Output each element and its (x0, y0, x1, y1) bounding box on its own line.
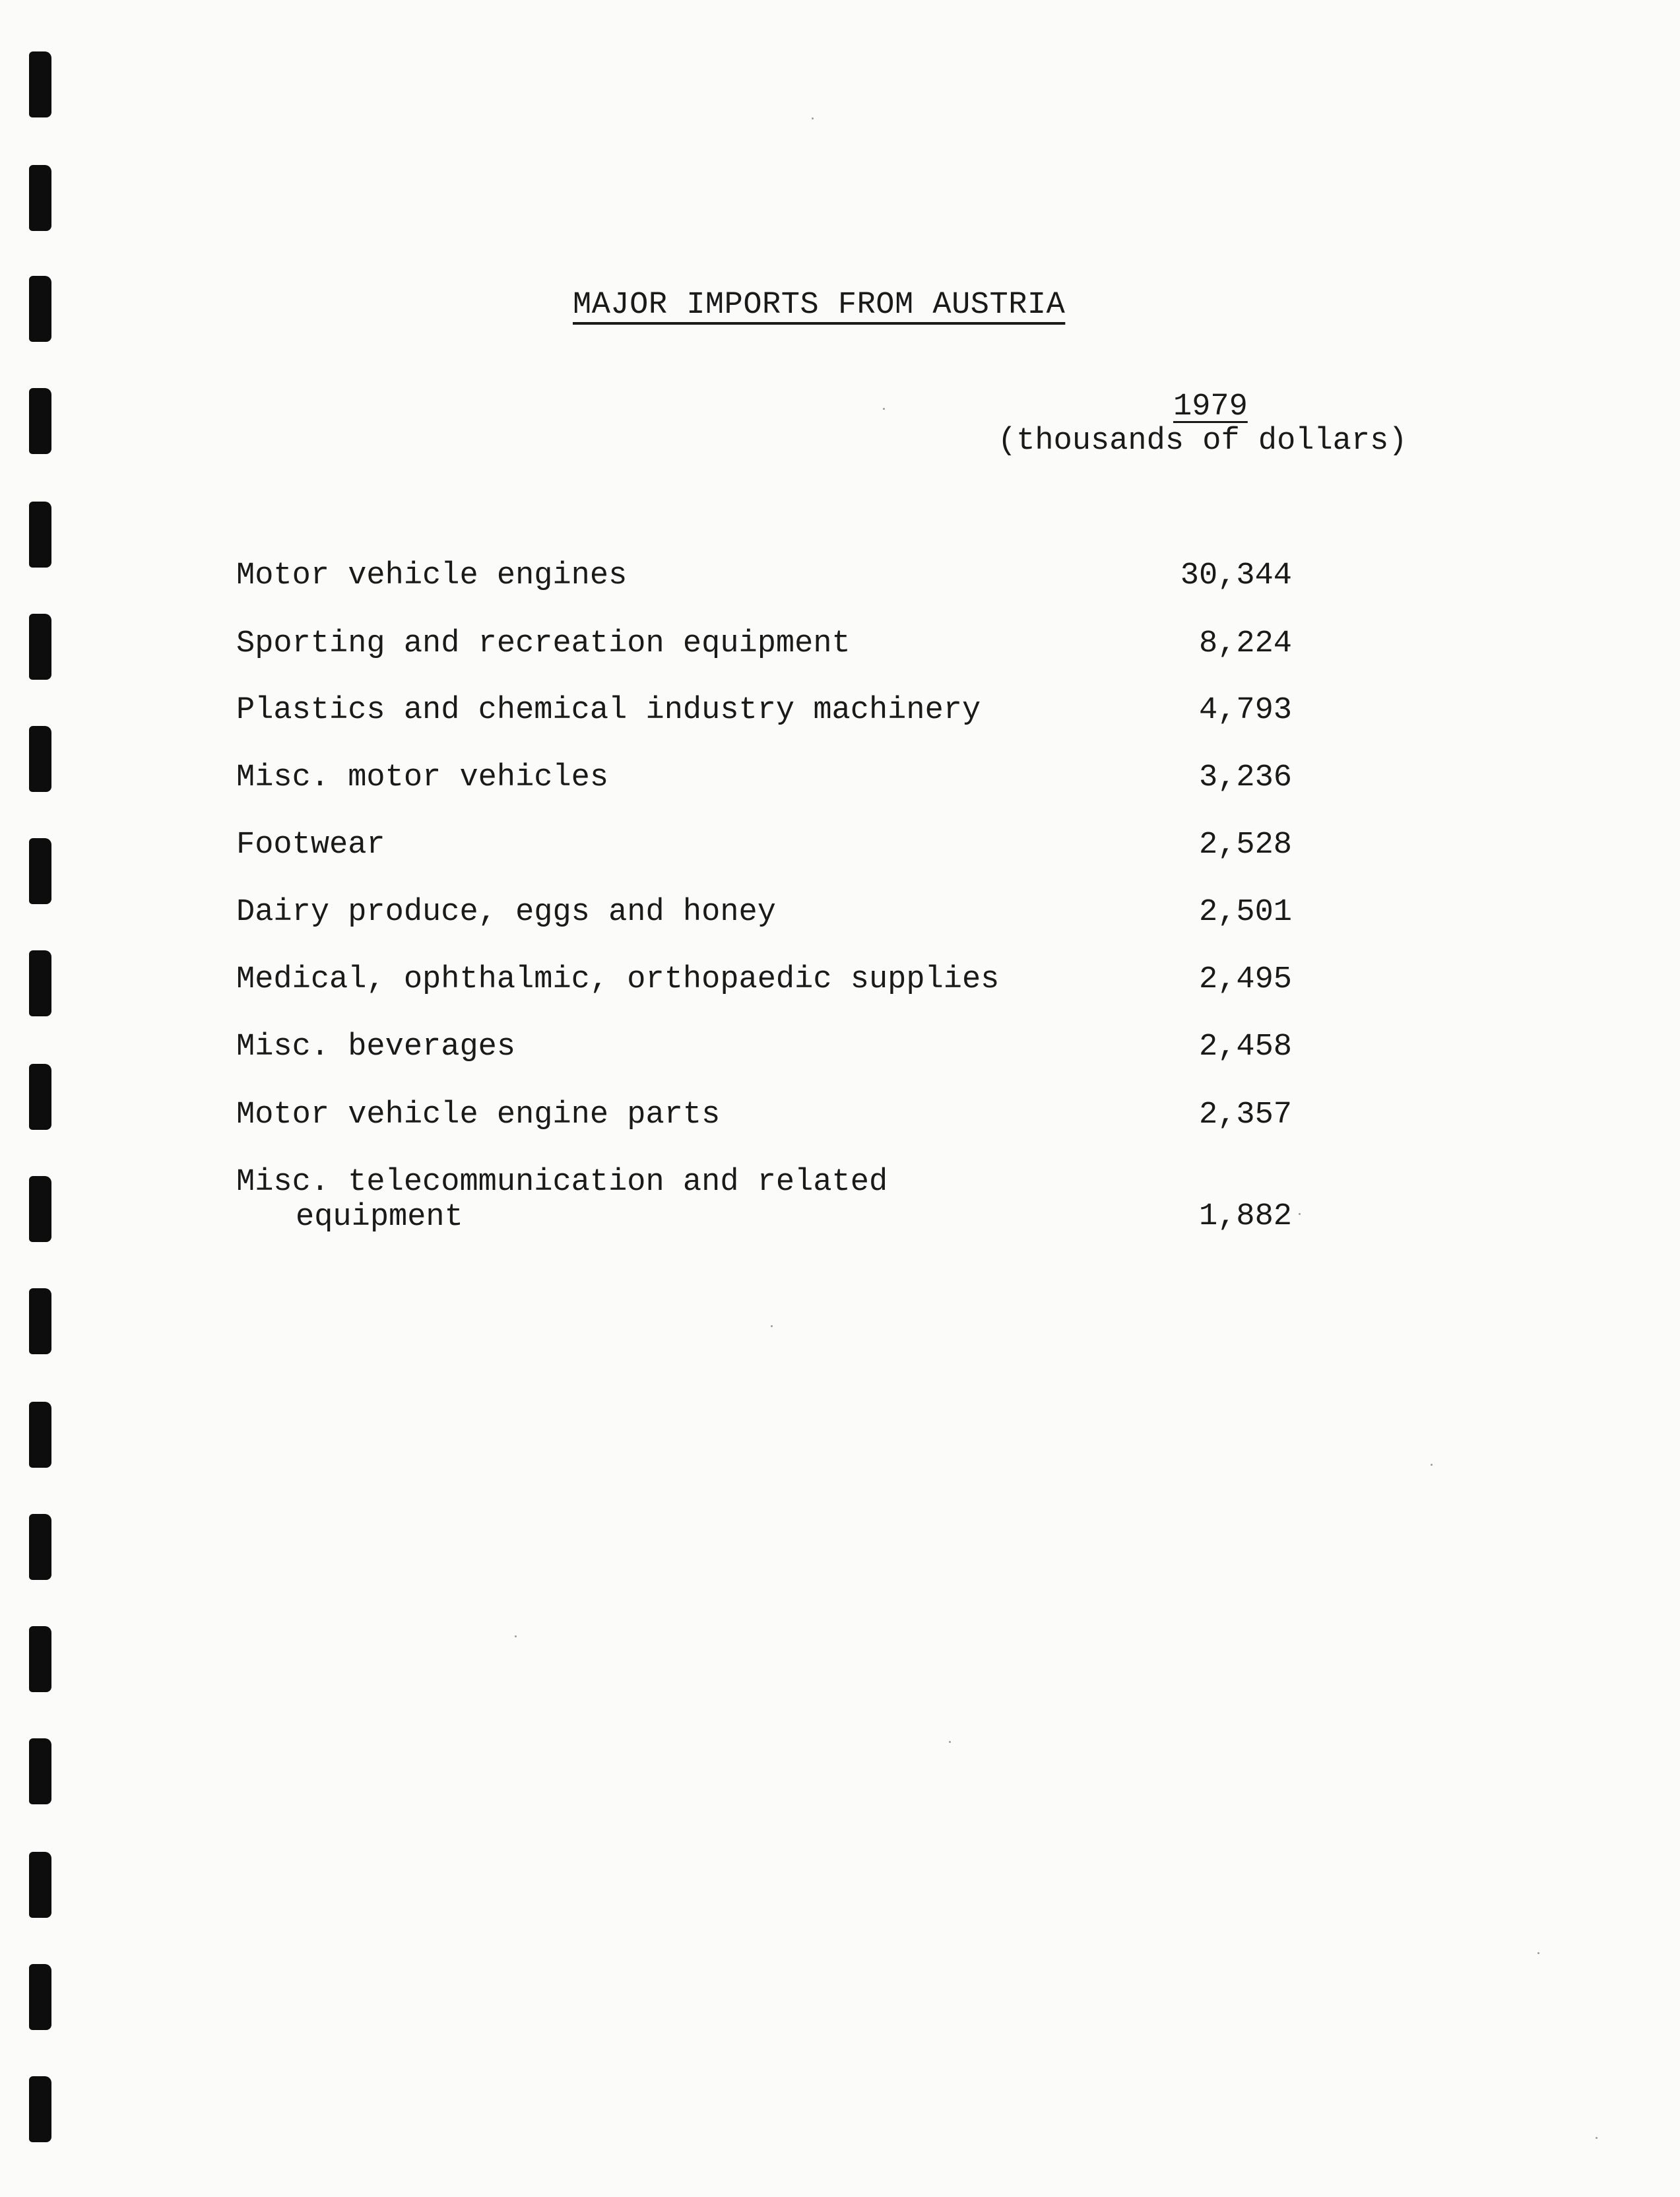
row-label: Dairy produce, eggs and honey (236, 895, 776, 930)
binding-hole (29, 1288, 51, 1354)
row-value: 2,458 (1198, 1030, 1292, 1065)
row-value: 30,344 (1180, 558, 1292, 593)
binding-hole (29, 838, 51, 904)
binding-hole (29, 165, 51, 231)
binding-hole (29, 2076, 51, 2142)
row-value: 2,495 (1198, 962, 1292, 997)
binding-hole (29, 1514, 51, 1580)
scan-speck (1537, 1952, 1539, 1954)
row-label: Misc. motor vehicles (236, 760, 609, 795)
binding-hole (29, 1176, 51, 1242)
scan-speck (949, 1741, 951, 1743)
binding-hole (29, 51, 51, 117)
row-label: Footwear (236, 828, 385, 863)
binding-hole (29, 1064, 51, 1130)
row-label: Plastics and chemical industry machinery (236, 693, 981, 728)
binding-hole (29, 1852, 51, 1918)
row-value: 4,793 (1198, 693, 1292, 728)
row-value: 2,357 (1198, 1098, 1292, 1132)
binding-hole (29, 276, 51, 342)
row-label: Misc. beverages (236, 1030, 516, 1065)
binding-hole (29, 614, 51, 680)
binding-hole (29, 1402, 51, 1468)
page-title: MAJOR IMPORTS FROM AUSTRIA (573, 288, 1066, 323)
scan-speck (812, 117, 814, 119)
row-value: 1,882 (1198, 1199, 1292, 1234)
binding-hole (29, 950, 51, 1016)
scan-speck (1299, 1213, 1301, 1215)
row-label-line: Misc. telecommunication and related (236, 1165, 888, 1200)
binding-hole (29, 1626, 51, 1692)
scan-speck (515, 1635, 517, 1637)
row-value: 3,236 (1198, 760, 1292, 795)
row-label: Medical, ophthalmic, orthopaedic supplies (236, 962, 1000, 997)
scan-speck (1596, 2137, 1598, 2139)
row-label-continuation: equipment (296, 1200, 463, 1235)
scan-speck (771, 1325, 773, 1327)
binding-hole (29, 1964, 51, 2030)
column-unit: (thousands of dollars) (998, 424, 1407, 459)
scan-speck (883, 408, 885, 410)
row-label: Sporting and recreation equipment (236, 626, 851, 661)
row-value: 8,224 (1198, 626, 1292, 661)
column-year: 1979 (1173, 389, 1248, 424)
binding-hole (29, 1738, 51, 1804)
row-value: 2,528 (1198, 828, 1292, 863)
row-label (236, 1165, 888, 1235)
binding-hole (29, 502, 51, 568)
row-label: Motor vehicle engine parts (236, 1098, 721, 1132)
binding-hole (29, 726, 51, 792)
row-label: Motor vehicle engines (236, 558, 628, 593)
binding-hole (29, 388, 51, 454)
binding-holes (0, 0, 79, 2197)
scan-speck (1431, 1464, 1433, 1466)
row-value: 2,501 (1198, 895, 1292, 930)
